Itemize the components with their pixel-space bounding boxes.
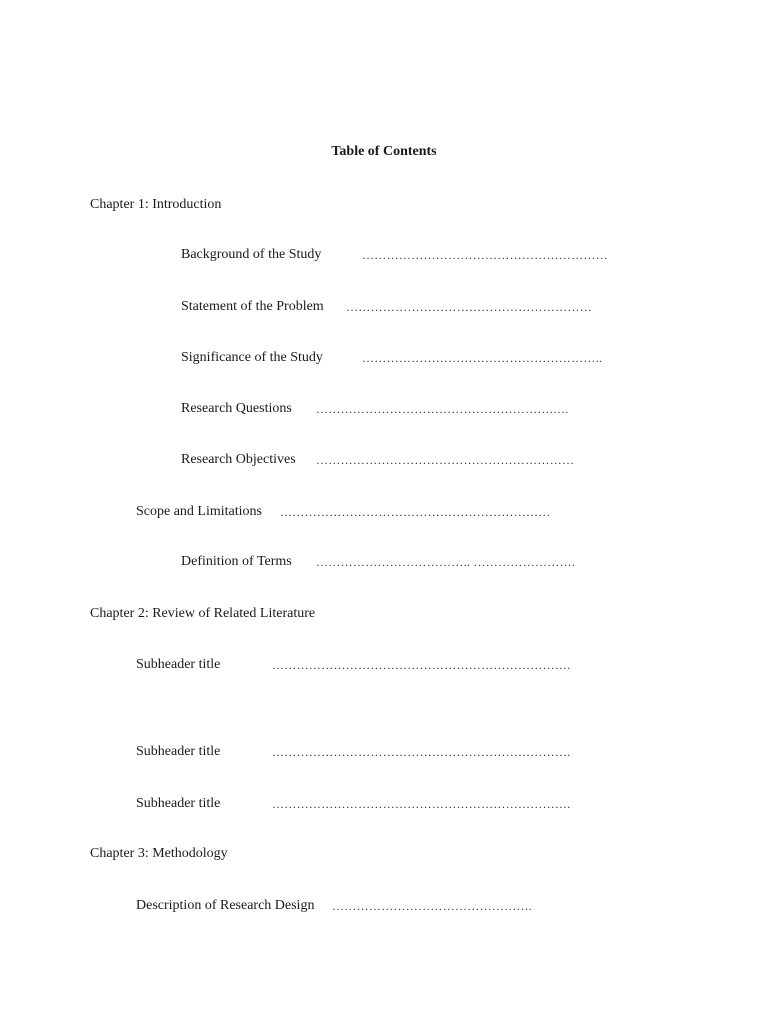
toc-entry-background-label: Background of the Study	[181, 247, 322, 262]
toc-entry-subheader-3-label: Subheader title	[136, 796, 221, 811]
page-title: Table of Contents	[331, 144, 437, 159]
toc-entry-questions-label: Research Questions	[181, 401, 292, 416]
toc-entry-research-design-label: Description of Research Design	[136, 898, 315, 913]
toc-entry-subheader-3-leader: ……………………………………………………………….	[272, 797, 571, 811]
toc-entry-objectives-leader: ………………………………………………………	[316, 453, 575, 467]
toc-entry-significance-label: Significance of the Study	[181, 350, 323, 365]
toc-entry-significance-leader: …………………………………………………..	[362, 351, 603, 365]
toc-entry-subheader-2-leader: ……………………………………………………………….	[272, 745, 571, 759]
toc-entry-definition-leader: ……………………………….. …………………….	[316, 555, 576, 569]
toc-entry-statement-label: Statement of the Problem	[181, 299, 324, 314]
toc-entry-questions-leader: ………………………………………………….….	[316, 402, 569, 416]
toc-entry-subheader-1-label: Subheader title	[136, 657, 221, 672]
chapter-2-heading: Chapter 2: Review of Related Literature	[90, 606, 316, 621]
toc-entry-subheader-1-leader: ……………………………………………………………….	[272, 658, 571, 672]
toc-entry-research-design-leader: ………………………………………….	[332, 899, 533, 913]
toc-entry-definition-label: Definition of Terms	[181, 554, 292, 569]
chapter-1-heading: Chapter 1: Introduction	[90, 197, 222, 212]
toc-entry-scope-label: Scope and Limitations	[136, 504, 262, 519]
toc-entry-statement-leader: ……………………………………………………	[346, 300, 592, 314]
toc-entry-subheader-2-label: Subheader title	[136, 744, 221, 759]
toc-entry-objectives-label: Research Objectives	[181, 452, 296, 467]
toc-entry-scope-leader: …………………………………………………………	[280, 505, 551, 519]
toc-entry-background-leader: ……………………………………………………	[362, 248, 608, 262]
chapter-3-heading: Chapter 3: Methodology	[90, 846, 228, 861]
